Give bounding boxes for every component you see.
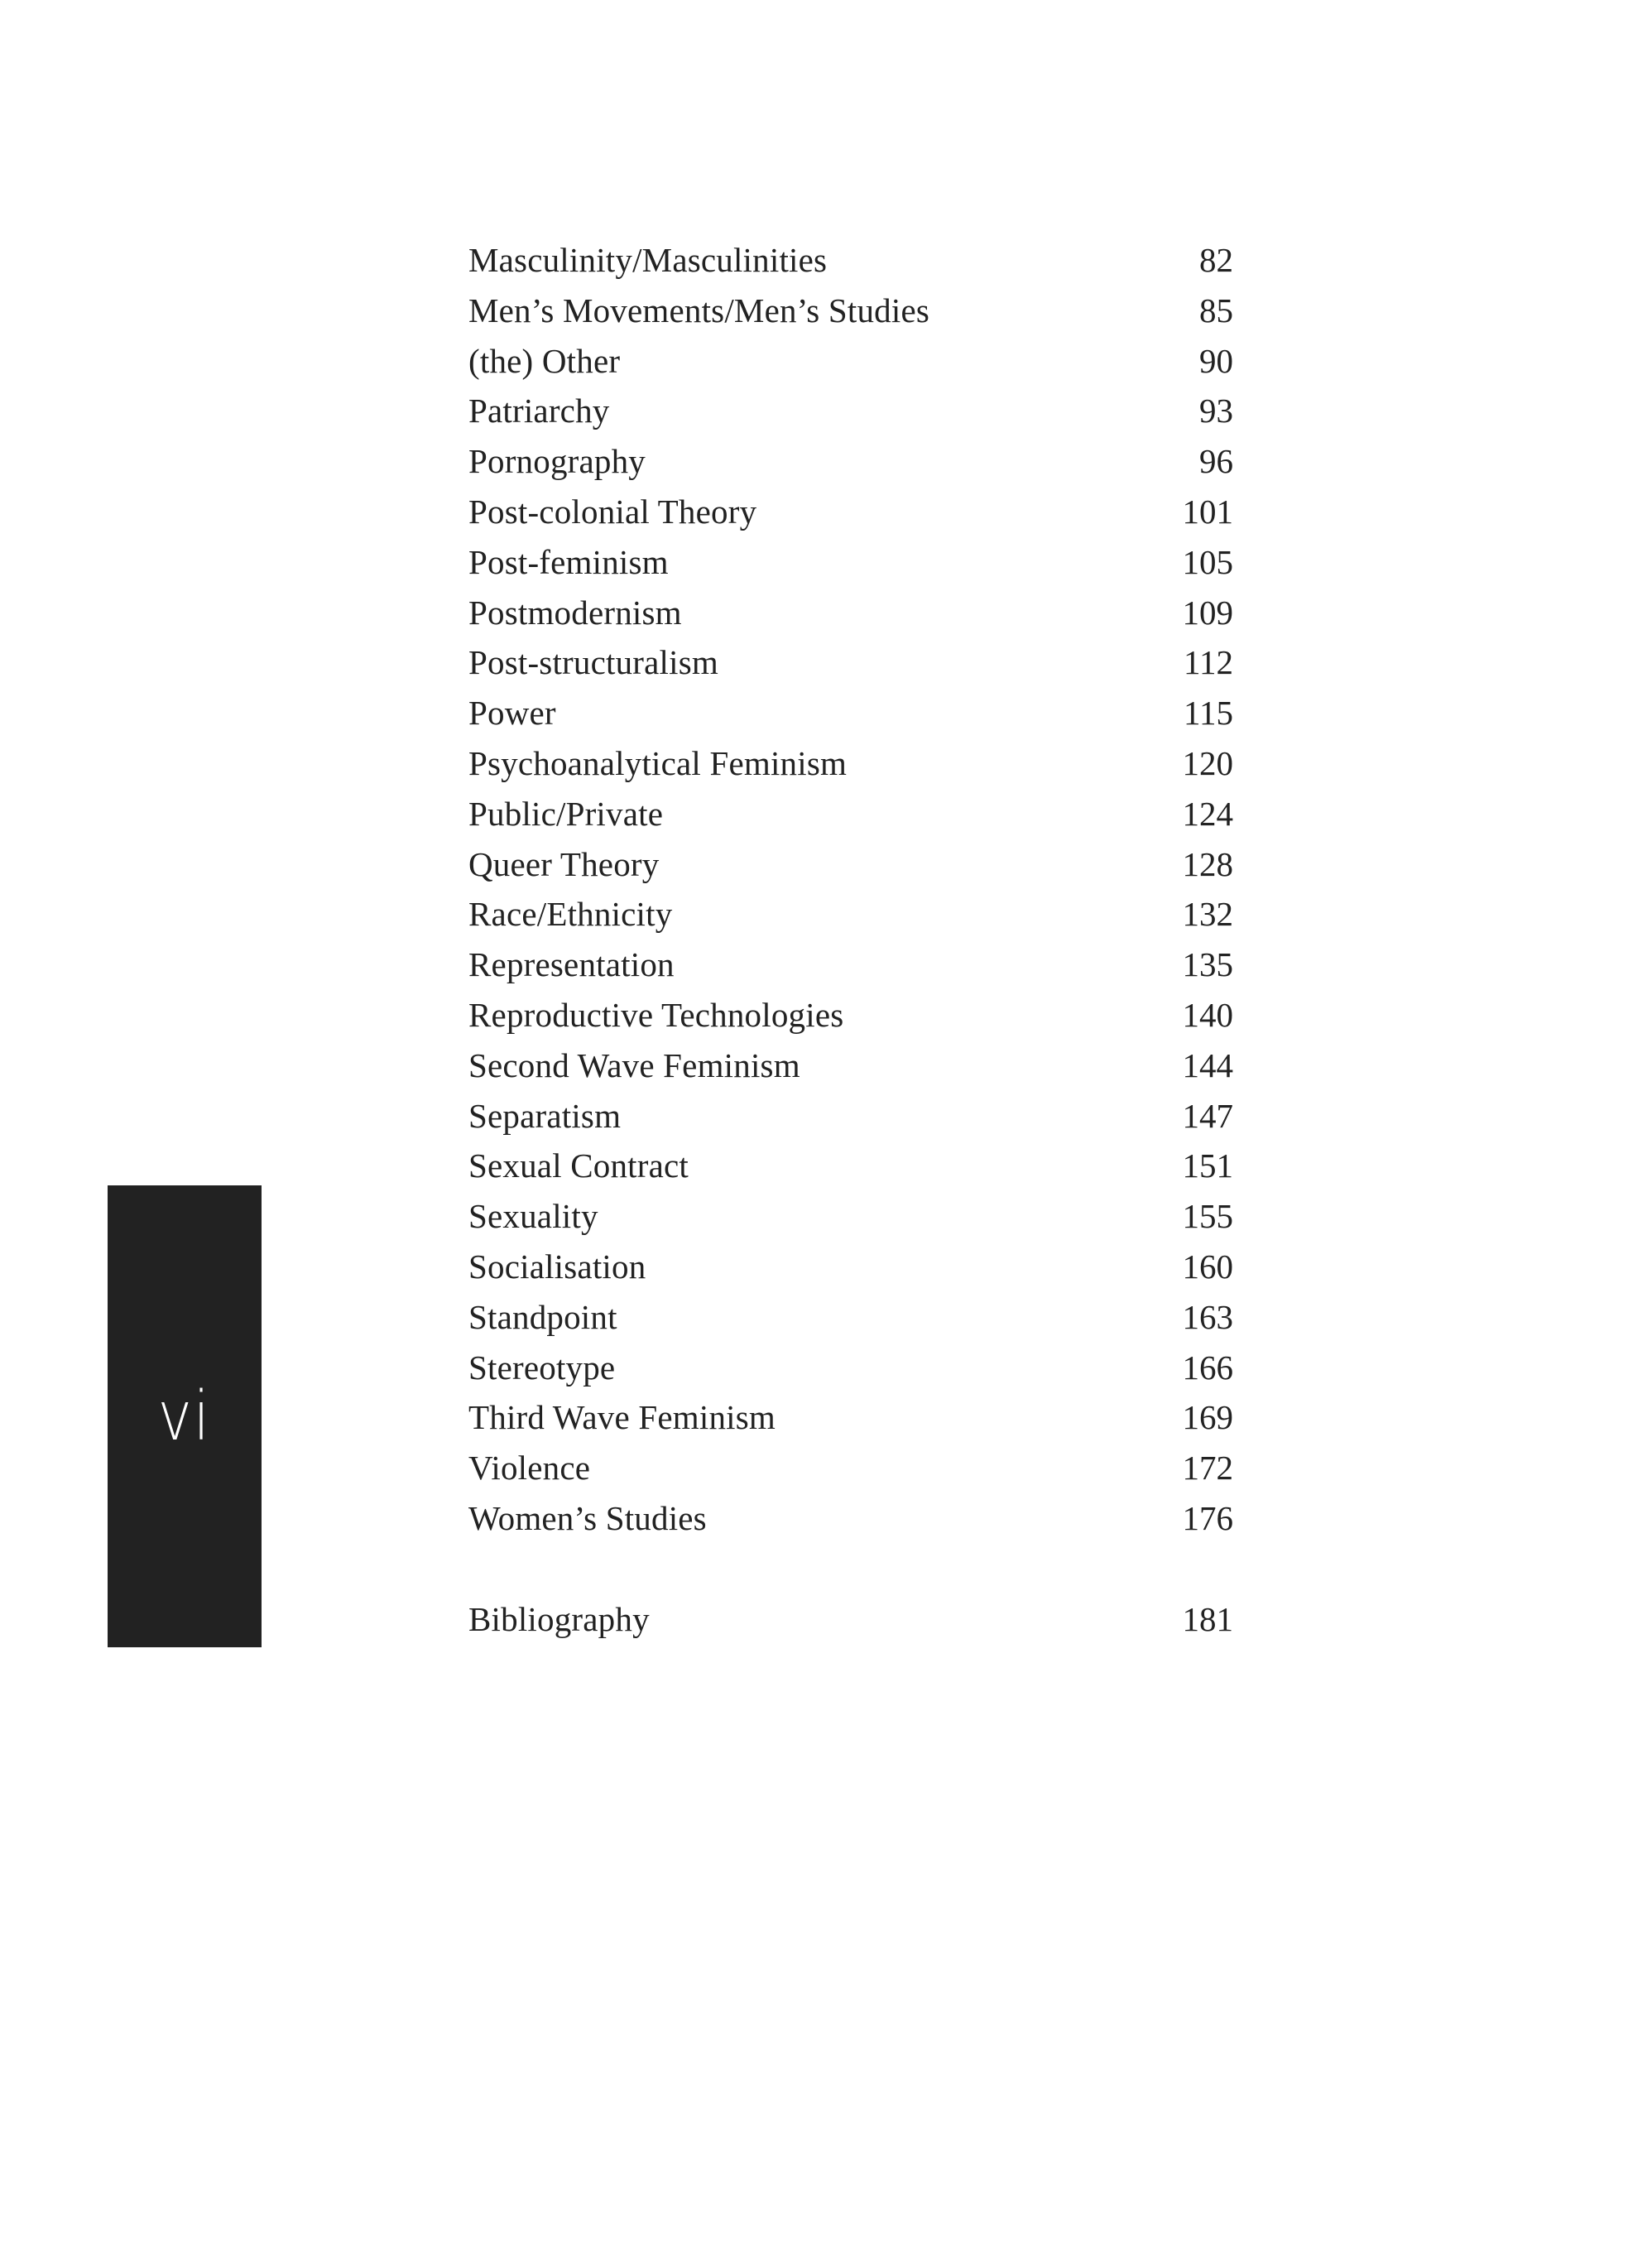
toc-entry-title: Sexuality (468, 1197, 598, 1236)
toc-entry-title: Women’s Studies (468, 1498, 707, 1537)
toc-entry[interactable] (468, 1443, 1233, 1493)
toc-entry-page: 112 (1184, 643, 1233, 682)
toc-entry[interactable] (468, 940, 1233, 990)
toc-entry[interactable] (468, 1392, 1233, 1443)
toc-entry-page: 120 (1182, 743, 1233, 782)
toc-entry-title: Violence (468, 1449, 591, 1488)
toc-entry[interactable] (468, 588, 1233, 638)
toc-entry[interactable] (468, 1292, 1233, 1343)
toc-entry-page: 96 (1199, 442, 1233, 481)
toc-entry-title: Patriarchy (468, 392, 610, 430)
toc-entry-page: 169 (1182, 1398, 1233, 1437)
toc-entry-title: Post-feminism (468, 542, 669, 581)
toc-entry[interactable] (468, 487, 1233, 537)
toc-entry-title: Post-structuralism (468, 643, 718, 682)
toc-entry-page: 181 (1182, 1599, 1233, 1638)
toc-entry-page: 90 (1199, 341, 1233, 380)
toc-entry-title: Representation (468, 945, 675, 984)
toc-entry[interactable] (468, 1493, 1233, 1544)
toc-entry[interactable] (468, 1041, 1233, 1091)
toc-entry-page: 155 (1182, 1197, 1233, 1236)
toc-entry-title: Power (468, 694, 556, 733)
toc-entry-page: 151 (1182, 1146, 1233, 1185)
toc-entry-page: 172 (1182, 1449, 1233, 1488)
toc-entry[interactable] (468, 1191, 1233, 1242)
toc-entry-page: 115 (1184, 694, 1233, 733)
toc-entry[interactable] (468, 688, 1233, 738)
toc-entry-title: Race/Ethnicity (468, 895, 673, 934)
toc-entry-page: 147 (1182, 1096, 1233, 1135)
toc-entry-title: Public/Private (468, 794, 664, 833)
toc-entry[interactable] (468, 235, 1233, 286)
toc-entry-page: 109 (1182, 593, 1233, 632)
toc-entry-page: 132 (1182, 895, 1233, 934)
toc-entry[interactable] (468, 386, 1233, 436)
toc-entry-bibliography[interactable] (468, 1594, 1233, 1645)
toc-entry-page: 93 (1199, 392, 1233, 430)
toc-entry-title: Men’s Movements/Men’s Studies (468, 291, 930, 329)
toc-entry-page: 140 (1182, 995, 1233, 1034)
toc-entry-title: Masculinity/Masculinities (468, 241, 828, 279)
toc-entry[interactable] (468, 336, 1233, 387)
toc-entry[interactable] (468, 436, 1233, 487)
page-folio-number: vi (157, 1377, 212, 1456)
toc-entry[interactable] (468, 1141, 1233, 1191)
page-folio-tab (108, 1185, 262, 1647)
toc-entry-page: 176 (1182, 1498, 1233, 1537)
toc-entry-page: 144 (1182, 1045, 1233, 1084)
toc-entry[interactable] (468, 1343, 1233, 1393)
toc-entry-title: Post-colonial Theory (468, 492, 757, 531)
toc-entry[interactable] (468, 1242, 1233, 1292)
toc-entry[interactable] (468, 637, 1233, 688)
toc-entry-title: Queer Theory (468, 844, 660, 883)
toc-entry-title: Psychoanalytical Feminism (468, 743, 848, 782)
toc-entry-page: 85 (1199, 291, 1233, 329)
toc-entry-title: Standpoint (468, 1297, 617, 1336)
toc-entry-page: 135 (1182, 945, 1233, 984)
toc-entry[interactable] (468, 839, 1233, 890)
toc-entry[interactable] (468, 738, 1233, 789)
toc-entry[interactable] (468, 286, 1233, 336)
toc-entry-title: Sexual Contract (468, 1146, 689, 1185)
toc-entry-page: 128 (1182, 844, 1233, 883)
toc-entry[interactable] (468, 990, 1233, 1041)
toc-entry-title: Pornography (468, 442, 646, 481)
toc-entry-page: 163 (1182, 1297, 1233, 1336)
toc-entry-page: 124 (1182, 794, 1233, 833)
toc-entry-title: (the) Other (468, 341, 621, 380)
table-of-contents (468, 235, 1233, 1644)
toc-entry-title: Second Wave Feminism (468, 1045, 800, 1084)
toc-entry-title: Socialisation (468, 1247, 646, 1286)
toc-entry[interactable] (468, 789, 1233, 839)
toc-entry-title: Stereotype (468, 1348, 616, 1387)
toc-entry-page: 160 (1182, 1247, 1233, 1286)
toc-entry[interactable] (468, 537, 1233, 588)
toc-entry-title: Bibliography (468, 1599, 650, 1638)
toc-entry-title: Third Wave Feminism (468, 1398, 776, 1437)
toc-entry-page: 101 (1182, 492, 1233, 531)
toc-entry-title: Reproductive Technologies (468, 995, 844, 1034)
toc-entry[interactable] (468, 889, 1233, 940)
toc-entry-page: 166 (1182, 1348, 1233, 1387)
toc-entry[interactable] (468, 1091, 1233, 1142)
toc-entry-page: 105 (1182, 542, 1233, 581)
toc-entry-page: 82 (1199, 241, 1233, 279)
toc-entry-title: Separatism (468, 1096, 622, 1135)
toc-entry-title: Postmodernism (468, 593, 682, 632)
